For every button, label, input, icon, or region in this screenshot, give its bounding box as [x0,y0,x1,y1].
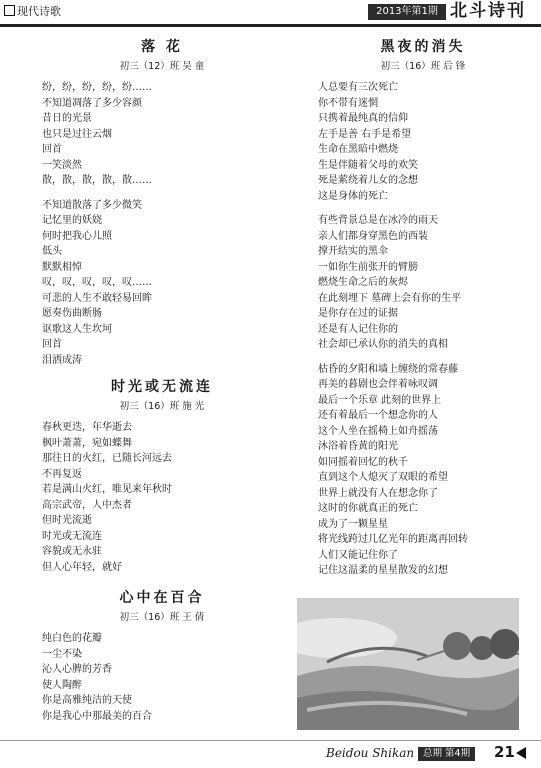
poem [42,38,282,368]
poem-line: 死是萦绕着儿女的念想 [318,175,418,186]
poem-line: 成为了一颗星星 [318,518,388,530]
poem-line: 最后一个乐章 此刻的世界上 [318,394,442,406]
poem-line: 在此刻埋下 墓碑上会有你的生平 [318,292,462,304]
poem-line: 愿奏伤曲断肠 [42,308,102,319]
poem-line: 世界上就没有人在想念你了 [318,487,438,499]
poem-line: 回首 [42,339,62,350]
poem-line: 燃烧生命之后的灰烬 [318,277,408,288]
poem-line: 你是我心中那最美的百合 [42,710,152,722]
page-number: 21 [494,743,515,761]
header-rule [0,24,541,27]
poem-line: 春秋更迭，年华逝去 [42,422,132,433]
poem-line: 撑开结实的黑伞 [318,246,388,257]
poem-line: 纷，纷，纷，纷，纷…… [42,82,152,93]
poem-line: 只携着最纯真的信仰 [318,113,408,124]
poem-line: 人总要有三次死亡 [318,82,398,93]
poem-line: 还有着最后一个想念你的人 [318,410,438,421]
poem-line: 讴歌这人生坎坷 [42,323,112,335]
poem-line: 那往日的火红，已随长河远去 [42,453,172,464]
poem-line: 也只是过往云烟 [42,128,112,140]
poem-author: 初三（16）班 后 锋 [380,61,466,72]
right-column [318,38,528,587]
poem-line: 枫叶萧萧，宛如蝶舞 [42,437,132,449]
magazine-title: 北斗诗刊 [450,1,526,21]
poem-line: 这时的你就真正的死亡 [318,503,418,514]
stanza-gap [318,204,528,213]
poem-author: 初三（12）班 吴 童 [119,61,205,72]
poem-line: 不知道凋落了多少容颜 [42,97,142,109]
poem-line: 你是高雅纯洁的天使 [42,695,132,706]
page-header [0,0,541,28]
poem-line: 枯昏的夕阳和墙上缠绕的常春藤 [318,363,458,375]
poem-line: 是你存在过的证据 [318,308,398,319]
poem-line: 有些背景总是在冰冷的雨天 [318,215,438,226]
poem [42,589,282,724]
section-label [4,4,61,20]
poem-line: 记忆里的妖娆 [42,215,102,226]
poem [318,38,528,579]
poem-line: 将光线跨过几亿光年的距离再回转 [318,534,468,545]
poem-line: 沁人心脾的芳香 [42,664,112,675]
poem-author: 初三（16）班 王 倩 [119,612,205,623]
poem-line: 低头 [42,246,62,257]
poem-title: 心中在百合 [119,590,205,606]
poem-line: 生是伴随着父母的欢笑 [318,159,418,171]
poem-line: 但时光流逝 [42,515,92,526]
poem-line: 默默相悼 [42,261,82,273]
poem-line: 回首 [42,144,62,155]
stanza-gap [42,189,282,198]
poem-line: 沐浴着昏黄的阳光 [318,441,398,452]
left-column [42,38,282,732]
poem-line: 时光或无流连 [42,530,102,542]
poem-line: 不知道散落了多少微笑 [42,199,142,211]
poem-line: 不再复返 [42,468,82,480]
poem-line: 何时把我心儿照 [42,230,112,242]
footer-issue-badge: 总期 第4期 [418,747,475,761]
poem-line: 叹，叹，叹，叹，叹…… [42,277,152,288]
poem-line: 如同摇着回忆的秋千 [318,456,408,468]
issue-badge: 2013年第1期 [368,4,446,20]
stanza-gap [318,353,528,362]
poem-line: 人们又能记住你了 [318,549,398,561]
section-label-text: 现代诗歌 [17,5,61,18]
checkbox-square-icon [4,5,15,16]
footer-rule [0,740,541,741]
poem-line: 这个人坐在摇椅上如舟摇荡 [318,425,438,437]
poem-line: 左手是善 右手是希望 [318,128,412,140]
poem-line: 还是有人记住你的 [318,323,398,335]
poem-line: 你不带有迷惘 [318,97,378,109]
poem-line: 纯白色的花瓣 [42,633,102,644]
poem-title: 落 花 [141,39,183,55]
poem-line: 再美的暮剧也会伴着咏叹调 [318,379,438,390]
poem-line: 这是身体的死亡 [318,190,388,202]
park-photo-illustration [297,598,519,730]
poem-line: 但人心年轻，就好 [42,561,122,573]
poem-line: 散，散，散，散，散…… [42,175,152,186]
poem-line: 生命在黑暗中燃烧 [318,144,398,155]
poem-line: 记住这温柔的星星散发的幻想 [318,565,448,576]
poem-title: 时光或无流连 [111,379,213,395]
poem-line: 昔日的光景 [42,113,92,124]
poem-line: 容貌或无永驻 [42,546,102,557]
poem-line: 社会却已承认你的消失的真相 [318,339,448,350]
poem-title: 黑夜的消失 [380,39,466,55]
poem-line: 一尘不染 [42,648,82,660]
poem-line: 亲人们都身穿黑色的西装 [318,230,428,242]
page-arrow-icon [516,747,526,759]
poem-line: 若是满山火红，唯见来年秋时 [42,484,172,495]
poem [42,378,282,575]
poem-line: 泪洒成涛 [42,354,82,366]
poem-line: 使人陶醉 [42,679,82,691]
poem-line: 直到这个人熄灭了双眼的希望 [318,472,448,483]
poem-line: 一如你生前张开的臂膀 [318,261,418,273]
poem-line: 一笑淡然 [42,159,82,171]
poem-author: 初三（16）班 施 光 [119,401,205,412]
park-photo [297,598,519,730]
poem-line: 高宗武帝，人中杰者 [42,499,132,511]
footer-magazine-name: Beidou Shikan [326,746,415,760]
poem-line: 可悲的人生不敢轻易回眸 [42,292,152,304]
